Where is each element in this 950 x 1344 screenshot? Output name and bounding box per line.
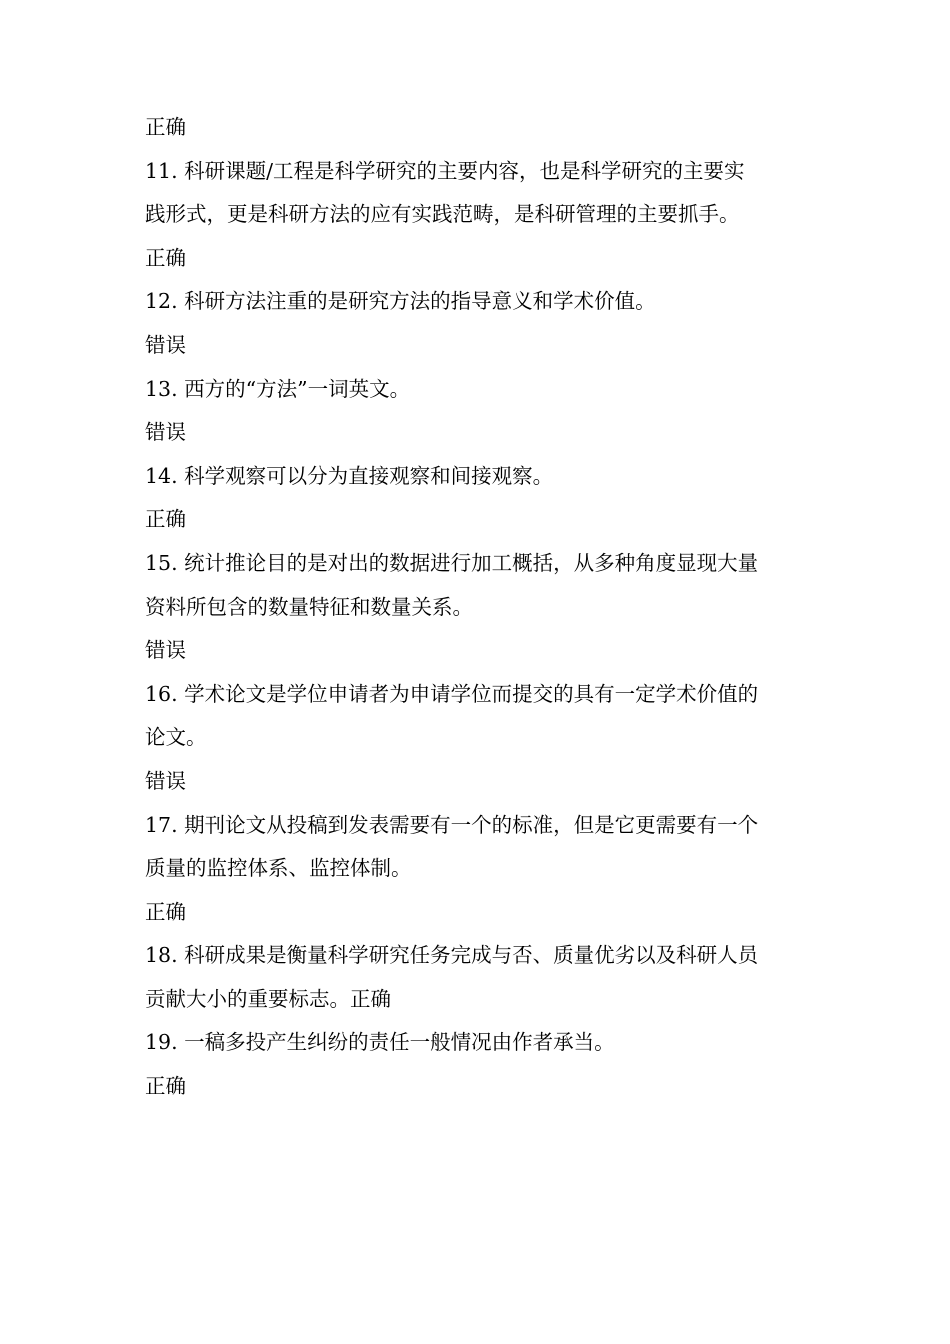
- answer-19-text: 正确: [145, 1074, 186, 1099]
- question-19-text: 19. 一稿多投产生纠纷的责任一般情况由作者承当。: [145, 1030, 615, 1055]
- question-16-text: 16. 学术论文是学位申请者为申请学位而提交的具有一定学术价值的: [145, 681, 759, 706]
- question-11-text-cont: 践形式，更是科研方法的应有实践范畴，是科研管理的主要抓手。: [145, 202, 740, 227]
- question-16-text-cont: 论文。: [145, 725, 207, 750]
- question-15-text-cont: 资料所包含的数量特征和数量关系。: [145, 594, 473, 619]
- answer-15-text: 错误: [145, 638, 186, 663]
- answer-11-text: 正确: [145, 245, 186, 270]
- question-17-text: 17. 期刊论文从投稿到发表需要有一个的标准，但是它更需要有一个: [145, 812, 759, 837]
- question-12-text: 12. 科研方法注重的是研究方法的指导意义和学术价值。: [145, 289, 656, 314]
- answer-12-text: 错误: [145, 332, 186, 357]
- answer-13-text: 错误: [145, 420, 186, 445]
- question-18-text: 18. 科研成果是衡量科学研究任务完成与否、质量优劣以及科研人员: [145, 943, 759, 968]
- document-body: [145, 106, 810, 1109]
- answer-14-text: 正确: [145, 507, 186, 532]
- answer-17-text: 正确: [145, 899, 186, 924]
- question-18-text-cont: 贡献大小的重要标志。正确: [145, 986, 391, 1011]
- question-17-text-cont: 质量的监控体系、监控体制。: [145, 856, 412, 881]
- question-15-text: 15. 统计推论目的是对出的数据进行加工概括，从多种角度显现大量: [145, 550, 759, 575]
- answer-text: 正确: [145, 115, 186, 139]
- question-11-text: 11. 科研课题/工程是科学研究的主要内容，也是科学研究的主要实: [145, 158, 745, 183]
- question-14-text: 14. 科学观察可以分为直接观察和间接观察。: [145, 463, 554, 488]
- answer-16-text: 错误: [145, 768, 186, 793]
- question-13-text: 13. 西方的“方法”一词英文。: [145, 376, 411, 401]
